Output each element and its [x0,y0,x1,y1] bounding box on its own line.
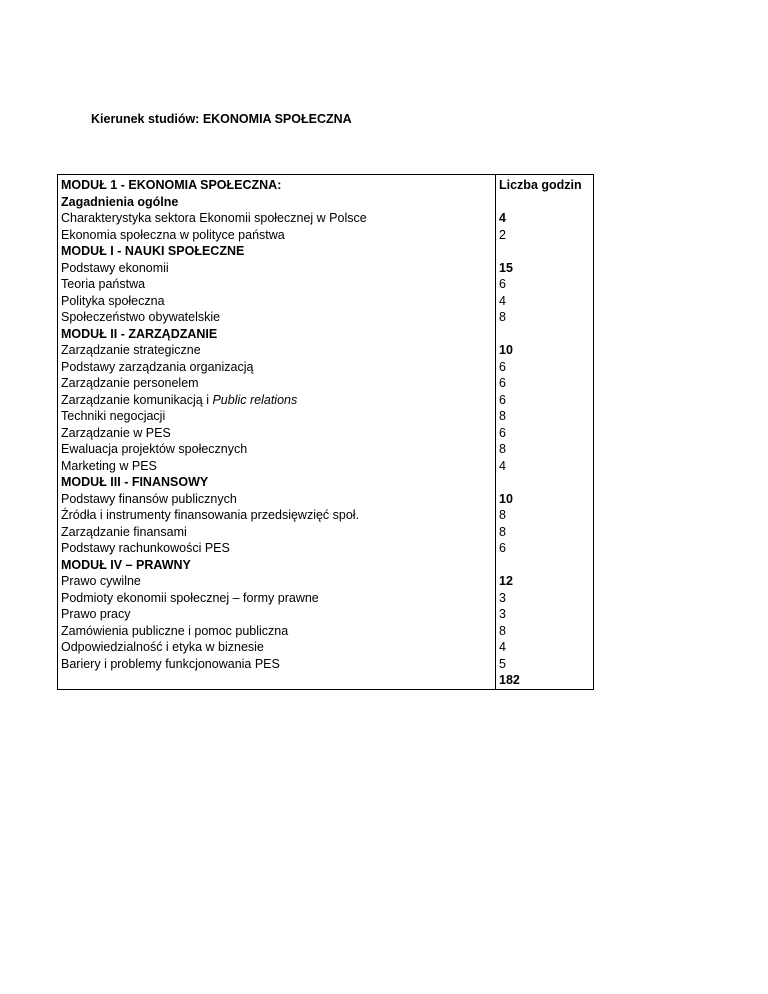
subject-cell: Bariery i problemy funkcjonowania PES [58,656,496,673]
table-row [58,623,594,640]
subject-cell: Prawo cywilne [58,573,496,590]
hours-cell: 6 [496,392,594,409]
subject-cell: Zamówienia publiczne i pomoc publiczna [58,623,496,640]
subject-cell: Techniki negocjacji [58,408,496,425]
hours-cell: 8 [496,524,594,541]
subject-cell: Zarządzanie w PES [58,425,496,442]
table-row [58,392,594,409]
hours-cell: 5 [496,656,594,673]
module-row [58,474,594,491]
hours-cell: 8 [496,441,594,458]
module-row [58,557,594,574]
subject-cell: Społeczeństwo obywatelskie [58,309,496,326]
hours-cell: 3 [496,606,594,623]
hours-cell: 8 [496,408,594,425]
module-title-cell: MODUŁ IV – PRAWNY [58,557,496,574]
hours-cell [496,557,594,574]
table-header-row [58,175,594,211]
hours-cell: 10 [496,342,594,359]
subject-cell: Podstawy finansów publicznych [58,491,496,508]
table-row [58,540,594,557]
table-row [58,342,594,359]
hours-cell: 8 [496,309,594,326]
subject-cell: Podstawy ekonomii [58,260,496,277]
hours-cell: 15 [496,260,594,277]
table-row [58,656,594,673]
hours-cell [496,474,594,491]
hours-cell: 4 [496,458,594,475]
subject-cell: Podmioty ekonomii społecznej – formy prawne [58,590,496,607]
subject-cell: Zarządzanie strategiczne [58,342,496,359]
table-row [58,458,594,475]
hours-cell: 6 [496,375,594,392]
hours-cell: 4 [496,293,594,310]
hours-cell: 3 [496,590,594,607]
table-row [58,260,594,277]
module-1-subtitle: Zagadnienia ogólne [61,194,179,209]
hours-cell: 8 [496,507,594,524]
table-row [58,359,594,376]
module-title-cell: MODUŁ III - FINANSOWY [58,474,496,491]
subject-cell: Teoria państwa [58,276,496,293]
module-row [58,326,594,343]
hours-cell: 2 [496,227,594,244]
table-row [58,441,594,458]
subject-cell: Ewaluacja projektów społecznych [58,441,496,458]
curriculum-table [57,174,594,690]
hours-cell [496,243,594,260]
table-row [58,276,594,293]
hours-cell: 6 [496,540,594,557]
subject-cell: Zarządzanie personelem [58,375,496,392]
subject-cell: Prawo pracy [58,606,496,623]
subject-cell: Zarządzanie finansami [58,524,496,541]
hours-cell: 4 [496,639,594,656]
table-row [58,491,594,508]
module-row [58,243,594,260]
table-row [58,425,594,442]
hours-cell: 8 [496,623,594,640]
hours-cell: 6 [496,276,594,293]
table-row [58,227,594,244]
subject-cell: Podstawy rachunkowości PES [58,540,496,557]
subject-italic-text: Public relations [212,392,298,407]
table-row [58,606,594,623]
subject-cell: Źródła i instrumenty finansowania przedsięwzięć społ. [58,507,496,524]
total-label-cell [58,672,496,689]
page-title: Kierunek studiów: EKONOMIA SPOŁECZNA [91,112,352,126]
module-1-title: MODUŁ 1 - EKONOMIA SPOŁECZNA: [61,178,282,192]
table-row [58,210,594,227]
subject-cell: Charakterystyka sektora Ekonomii społecznej w Polsce [58,210,496,227]
table-row [58,293,594,310]
table-row [58,375,594,392]
hours-cell [496,326,594,343]
subject-cell [58,392,496,409]
subject-cell: Marketing w PES [58,458,496,475]
module-title-cell: MODUŁ I - NAUKI SPOŁECZNE [58,243,496,260]
hours-cell: 12 [496,573,594,590]
hours-cell: 10 [496,491,594,508]
total-row [58,672,594,689]
table-row [58,590,594,607]
subject-cell: Podstawy zarządzania organizacją [58,359,496,376]
table-row [58,507,594,524]
subject-text: Zarządzanie komunikacją i [61,392,213,407]
table-row [58,309,594,326]
table-row [58,573,594,590]
hours-column-header: Liczba godzin [496,175,594,211]
module-1-header-cell [58,175,496,211]
hours-cell: 6 [496,359,594,376]
subject-cell: Ekonomia społeczna w polityce państwa [58,227,496,244]
module-title-cell: MODUŁ II - ZARZĄDZANIE [58,326,496,343]
subject-cell: Odpowiedzialność i etyka w biznesie [58,639,496,656]
subject-cell: Polityka społeczna [58,293,496,310]
hours-cell: 6 [496,425,594,442]
table-row [58,524,594,541]
hours-cell: 4 [496,210,594,227]
total-hours-cell: 182 [496,672,594,689]
table-row [58,639,594,656]
table-row [58,408,594,425]
